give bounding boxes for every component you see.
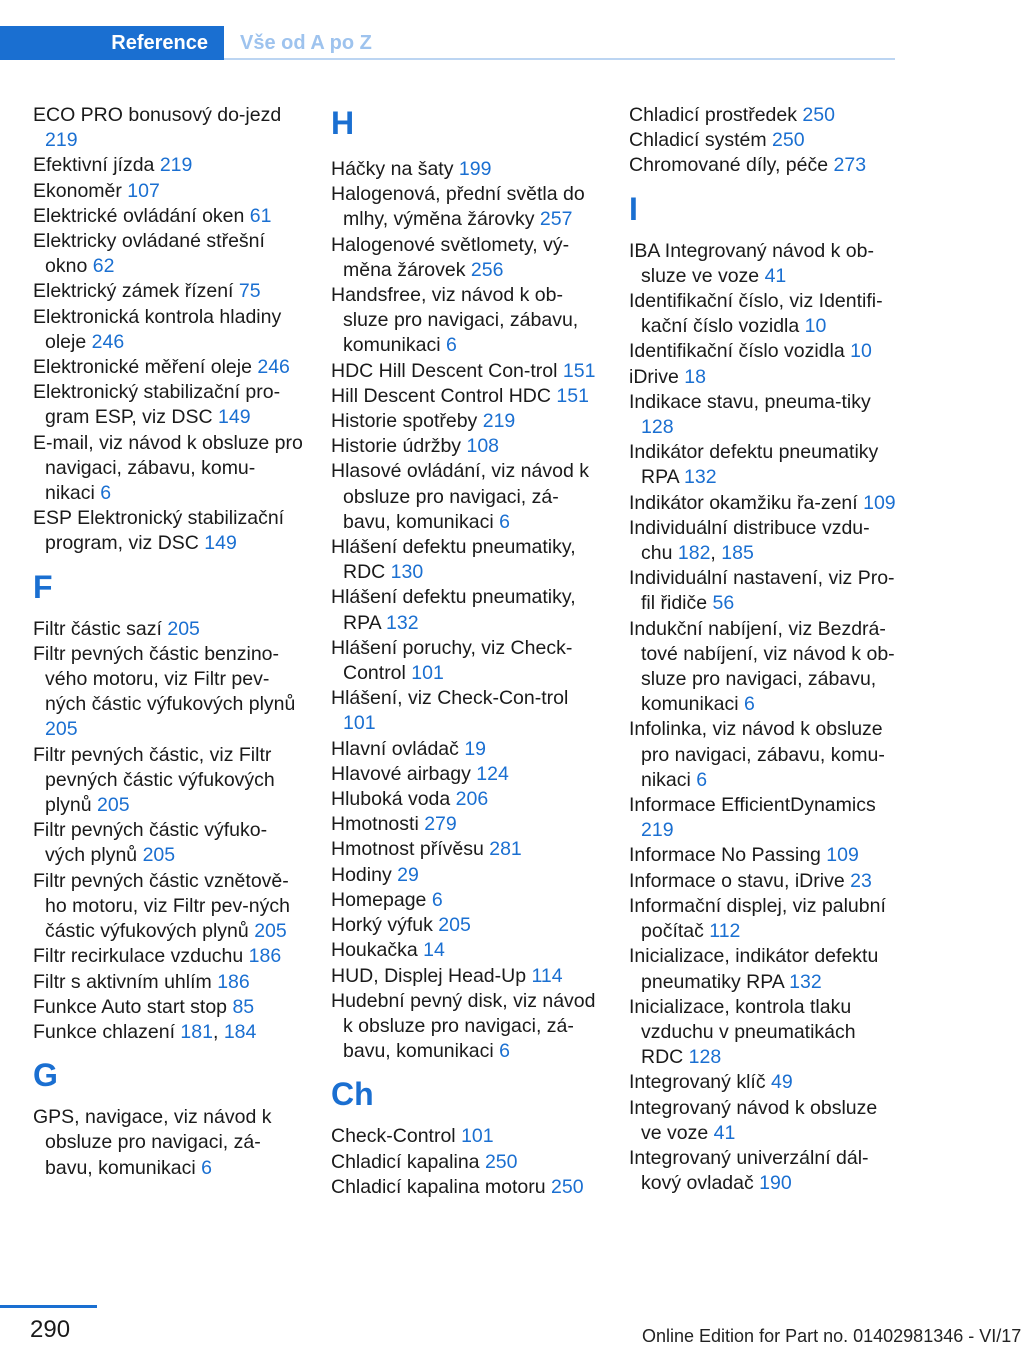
- index-entry-term: Hmotnost přívěsu: [331, 838, 484, 861]
- index-entry: [629, 239, 899, 289]
- page-link[interactable]: 182: [677, 542, 711, 565]
- index-entry: [331, 964, 601, 989]
- index-entry-term: Filtr pevných částic výfuko-vých plynů: [33, 819, 268, 867]
- index-entry-term: Horký výfuk: [331, 914, 433, 937]
- page-link[interactable]: 6: [696, 768, 708, 791]
- page-link[interactable]: 19: [464, 737, 487, 760]
- page-link[interactable]: 219: [482, 410, 516, 433]
- index-entry: [33, 103, 303, 153]
- index-entry-term: Check-Control: [331, 1125, 456, 1148]
- index-entry: [331, 585, 601, 635]
- index-entry-term: HUD, Displej Head-Up: [331, 964, 527, 987]
- page-link[interactable]: 250: [802, 104, 835, 126]
- page-link[interactable]: 219: [641, 819, 674, 842]
- index-entry: [629, 1070, 899, 1095]
- index-entry: [629, 339, 899, 364]
- index-entry: [331, 384, 601, 409]
- index-entry-term: Filtr pevných částic, viz Filtr pevných částic výfukových plynů: [33, 743, 275, 817]
- index-entry: [33, 944, 303, 969]
- index-entry-term: Hlášení defektu pneumatiky, RPA: [331, 586, 576, 634]
- page-link[interactable]: 49: [771, 1071, 793, 1094]
- index-entry-term: Chladicí prostředek: [629, 104, 797, 126]
- page-link[interactable]: 250: [484, 1150, 518, 1173]
- index-entry-term: Identifikační číslo, viz Identifi-kační číslo vozidla: [629, 290, 883, 338]
- index-entry: [33, 279, 303, 304]
- tab-reference[interactable]: Reference: [0, 26, 224, 60]
- page-link[interactable]: 132: [789, 970, 822, 993]
- index-entry-term: Inicializace, indikátor defektu pneumatiky RPA: [629, 945, 879, 993]
- index-entry: [33, 1105, 303, 1181]
- index-entry: [331, 837, 601, 862]
- index-entry: [33, 995, 303, 1020]
- index-entry-term: Hmotnosti: [331, 813, 419, 836]
- page-link[interactable]: 246: [257, 356, 290, 379]
- index-entry-term: HDC Hill Descent Con-trol: [331, 359, 558, 382]
- index-entry: Individuální distribuce vzdu-chu 182, 185: [629, 516, 870, 565]
- index-entry-term: Houkačka: [331, 939, 418, 962]
- index-entry-term: GPS, navigace, viz návod k obsluze pro navigaci, zá-bavu, komunikaci: [33, 1106, 272, 1179]
- page-link[interactable]: 10: [804, 315, 827, 338]
- index-entry-term: Hodiny: [331, 863, 392, 886]
- index-entry-term: Efektivní jízda: [33, 154, 155, 177]
- index-entry-term: Filtr recirkulace vzduchu: [33, 945, 244, 968]
- index-entry: [331, 686, 601, 736]
- index-entry: [629, 717, 899, 793]
- page-link[interactable]: 256: [470, 258, 504, 281]
- page-link[interactable]: 41: [764, 264, 787, 287]
- index-entry: [629, 491, 899, 516]
- index-entry-term: Homepage: [331, 888, 427, 911]
- index-entry-term: Chromované díly, péče: [629, 154, 829, 177]
- index-entry-term: ESP Elektronický stabilizační program, viz DSC: [33, 507, 285, 555]
- index-entry: [331, 535, 601, 585]
- index-entry: [629, 793, 899, 843]
- page-link[interactable]: 219: [159, 154, 193, 177]
- index-entry-term: Filtr s aktivním uhlím: [33, 970, 212, 993]
- page-link[interactable]: 205: [254, 920, 287, 943]
- page-link[interactable]: 205: [97, 794, 130, 817]
- page-link[interactable]: 14: [423, 939, 445, 962]
- index-entry-term: Chladicí kapalina: [331, 1150, 480, 1173]
- page-link[interactable]: 151: [562, 359, 596, 382]
- page-link[interactable]: 185: [721, 542, 754, 565]
- page-link[interactable]: 250: [551, 1175, 584, 1198]
- index-entry: [629, 1096, 899, 1146]
- index-entry: [331, 359, 601, 384]
- index-entry: [331, 434, 601, 459]
- index-entry: [629, 153, 899, 178]
- index-entry-term: Elektronické měření oleje: [33, 356, 252, 379]
- page-link[interactable]: 250: [772, 129, 805, 152]
- page-link[interactable]: 219: [45, 129, 78, 152]
- index-entry: [33, 818, 303, 868]
- index-entry-term: Elektronický stabilizační pro-gram ESP, viz DSC: [33, 381, 281, 429]
- page-link[interactable]: 85: [232, 995, 255, 1018]
- index-entry: [331, 938, 601, 963]
- index-entry-term: Funkce chlazení: [33, 1020, 175, 1043]
- index-entry: [629, 103, 899, 128]
- index-entry: [331, 888, 601, 913]
- page-link[interactable]: 149: [204, 532, 237, 555]
- page-link[interactable]: 109: [863, 491, 896, 514]
- index-entry-term: Ekonoměr: [33, 179, 122, 202]
- index-entry: [629, 390, 899, 440]
- index-entry: [33, 204, 303, 229]
- index-entry-term: Hlavní ovládač: [331, 737, 459, 760]
- index-entry-term: Funkce Auto start stop: [33, 995, 228, 1018]
- index-entry-term: Indikátor defektu pneumatiky RPA: [629, 441, 879, 489]
- page-link[interactable]: 6: [201, 1156, 212, 1179]
- page-link[interactable]: 149: [218, 406, 251, 429]
- index-entry: [629, 289, 899, 339]
- page-link[interactable]: 181: [180, 1020, 213, 1043]
- index-letter-heading: Ch: [331, 1076, 374, 1113]
- index-entry: [629, 365, 899, 390]
- page-link[interactable]: 41: [713, 1121, 736, 1144]
- page-link[interactable]: 6: [743, 693, 755, 716]
- index-entry-term: Infolinka, viz návod k obsluze pro navigaci, zábavu, komu-nikaci: [629, 718, 885, 791]
- index-entry: Funkce chlazení 181, 184: [33, 1020, 257, 1043]
- page-link[interactable]: 114: [531, 964, 563, 987]
- page-link[interactable]: 101: [411, 662, 444, 685]
- page-link[interactable]: 246: [91, 330, 125, 353]
- index-entry: [33, 355, 303, 380]
- index-entry-term: Historie spotřeby: [331, 410, 478, 433]
- index-entry: [331, 762, 601, 787]
- index-entry-term: Elektronická kontrola hladiny oleje: [33, 305, 282, 353]
- index-entry-term: Filtr pevných částic vznětově-ho motoru, viz Filtr pev-ných částic výfukových plynů: [33, 869, 290, 943]
- page-link[interactable]: 124: [476, 762, 509, 785]
- index-entry-term: Historie údržby: [331, 435, 462, 458]
- index-entry-term: Hlášení, viz Check-Con-trol: [331, 687, 569, 710]
- page-link[interactable]: 184: [223, 1020, 257, 1043]
- index-entry-term: Individuální nastavení, viz Pro-fil řidiče: [629, 567, 895, 615]
- index-entry-term: Háčky na šaty: [331, 158, 454, 180]
- index-entry: [33, 869, 303, 945]
- page-link[interactable]: 257: [539, 208, 573, 231]
- index-column-2: [331, 103, 601, 1200]
- index-entry: [331, 1124, 601, 1149]
- index-entry-term: IBA Integrovaný návod k ob-sluze ve voze: [629, 239, 874, 287]
- index-entry-term: Hlášení poruchy, viz Check-Control: [331, 636, 573, 685]
- index-entry-term: Informace o stavu, iDrive: [629, 869, 845, 892]
- index-entry: [33, 431, 303, 507]
- index-entry-term: Hlasové ovládání, viz návod k obsluze pro navigaci, zá-bavu, komunikaci: [331, 460, 589, 533]
- index-entry-term: Informace EfficientDynamics: [629, 794, 876, 817]
- page-link[interactable]: 61: [249, 204, 272, 227]
- page-link[interactable]: 205: [167, 617, 200, 640]
- index-entry-term: Elektrické ovládání oken: [33, 204, 245, 227]
- page-link[interactable]: 128: [641, 416, 674, 439]
- index-entry-term: Halogenová, přední světla do mlhy, výměna žárovky: [331, 183, 585, 231]
- index-entry: [331, 787, 601, 812]
- page-link[interactable]: 205: [142, 844, 176, 867]
- page-link[interactable]: 101: [461, 1125, 494, 1148]
- page-link[interactable]: 186: [248, 945, 282, 968]
- tab-index-a-z[interactable]: Vše od A po Z: [240, 32, 372, 54]
- index-entry-term: Informační displej, viz palubní počítač: [629, 894, 886, 943]
- index-entry-term: Filtr pevných částic benzino-vého motoru, viz Filtr pev-ných částic výfukových plynů: [33, 642, 296, 716]
- page-number: 290: [30, 1316, 71, 1343]
- index-entry: [331, 863, 601, 888]
- page-link[interactable]: 273: [833, 154, 867, 177]
- page-link[interactable]: 18: [684, 365, 706, 388]
- index-entry: [33, 617, 303, 642]
- index-entry: [629, 894, 899, 944]
- page-link[interactable]: 108: [466, 435, 500, 458]
- index-entry: [629, 843, 899, 868]
- page-link[interactable]: 6: [499, 510, 510, 533]
- index-entry-term: Chladicí systém: [629, 129, 767, 152]
- index-entry-term: Chladicí kapalina motoru: [331, 1175, 546, 1198]
- page-link[interactable]: 279: [424, 813, 457, 836]
- page-link[interactable]: 10: [850, 340, 872, 363]
- index-entry: [629, 566, 899, 616]
- page-link[interactable]: 112: [709, 920, 741, 943]
- page-link[interactable]: 132: [684, 466, 717, 489]
- index-entry-term: Filtr částic sazí: [33, 617, 162, 640]
- page-link[interactable]: 6: [499, 1040, 510, 1063]
- index-entry: [331, 989, 601, 1065]
- index-entry-term: Inicializace, kontrola tlaku vzduchu v pneumatikách RDC: [629, 995, 856, 1069]
- page-link[interactable]: 29: [397, 863, 419, 886]
- index-entry-term: Hill Descent Control HDC: [331, 384, 551, 407]
- page-link[interactable]: 56: [712, 592, 735, 615]
- index-entry: [629, 128, 899, 153]
- page-link[interactable]: 75: [238, 280, 261, 303]
- index-entry: [331, 812, 601, 837]
- index-entry-term: Elektricky ovládané střešní okno: [33, 230, 265, 278]
- index-entry-term: Halogenové světlomety, vý-měna žárovek: [331, 233, 570, 281]
- index-entry: [33, 506, 303, 556]
- page-link[interactable]: 130: [390, 561, 424, 584]
- index-entry-term: Indukční nabíjení, viz Bezdrá-tové nabíjení, viz návod k ob-sluze pro navigaci, zábavu, komunikaci: [629, 617, 895, 716]
- index-entry-term: Hluboká voda: [331, 788, 451, 811]
- index-entry-term: Indikátor okamžiku řa-zení: [629, 491, 858, 514]
- index-entry-term: Integrovaný univerzální dál-kový ovladač: [629, 1146, 869, 1195]
- edition-note: Online Edition for Part no. 01402981346 - VI/17: [642, 1326, 1021, 1346]
- index-letter-heading: G: [33, 1057, 58, 1094]
- index-entry-term: Hlášení defektu pneumatiky, RDC: [331, 536, 576, 584]
- page-link[interactable]: 128: [688, 1046, 722, 1069]
- index-letter-heading: F: [33, 568, 53, 605]
- index-entry: [33, 642, 303, 743]
- index-entry-term: Individuální distribuce vzdu-chu: [629, 516, 870, 565]
- index-entry: [33, 229, 303, 279]
- index-entry-term: Identifikační číslo vozidla: [629, 340, 845, 363]
- page-link[interactable]: 206: [455, 788, 489, 811]
- index-column-1: [33, 103, 303, 1181]
- index-entry-term: Indikace stavu, pneuma-tiky: [629, 390, 871, 413]
- index-entry: [33, 970, 303, 995]
- page-link[interactable]: 23: [850, 869, 872, 892]
- index-entry: [33, 380, 303, 430]
- index-letter-heading: H: [331, 105, 355, 141]
- page-link[interactable]: 205: [45, 718, 78, 741]
- page-link[interactable]: 205: [438, 914, 471, 937]
- page-link[interactable]: 101: [343, 712, 376, 735]
- index-entry: [33, 179, 303, 204]
- page-link[interactable]: 62: [92, 255, 115, 278]
- index-entry: [629, 617, 899, 718]
- page-link[interactable]: 190: [759, 1172, 792, 1195]
- page-link[interactable]: 6: [445, 334, 457, 357]
- index-entry: [331, 157, 601, 182]
- index-entry: [331, 283, 601, 359]
- page-link[interactable]: 281: [489, 838, 522, 861]
- index-entry-term: Informace No Passing: [629, 844, 821, 867]
- index-column-3: [629, 103, 899, 1196]
- index-entry-term: Hlavové airbagy: [331, 762, 471, 785]
- index-entry-term: ECO PRO bonusový do-jezd: [33, 104, 282, 126]
- index-entry: [331, 459, 601, 535]
- page-link[interactable]: 132: [386, 611, 419, 634]
- index-entry: [331, 233, 601, 283]
- index-entry-term: iDrive: [629, 365, 679, 388]
- page-link[interactable]: 6: [431, 888, 443, 911]
- index-entry: [331, 182, 601, 232]
- index-entry-term: Elektrický zámek řízení: [33, 280, 234, 303]
- index-entry: [629, 869, 899, 894]
- index-entry: [331, 913, 601, 938]
- index-entry-term: Integrovaný návod k obsluze ve voze: [629, 1096, 878, 1144]
- index-entry: [331, 409, 601, 434]
- index-entry: [331, 636, 601, 686]
- index-entry: [331, 1175, 601, 1200]
- index-entry-term: Integrovaný klíč: [629, 1071, 766, 1094]
- page-link[interactable]: 107: [127, 179, 160, 202]
- index-entry: [33, 305, 303, 355]
- index-entry-term: E-mail, viz návod k obsluze pro navigaci, zábavu, komu-nikaci: [33, 431, 303, 505]
- page-link[interactable]: 199: [458, 158, 492, 180]
- index-entry: [33, 153, 303, 178]
- index-entry-term: Handsfree, viz návod k ob-sluze pro navigaci, zábavu, komunikaci: [331, 284, 579, 357]
- index-entry-term: Hudební pevný disk, viz návod k obsluze pro navigaci, zá-bavu, komunikaci: [331, 989, 596, 1063]
- index-entry: [629, 944, 899, 994]
- header-divider: [224, 58, 895, 60]
- index-letter-heading: I: [629, 190, 638, 227]
- page-link[interactable]: 186: [217, 970, 250, 993]
- page-link[interactable]: 151: [556, 384, 589, 407]
- page-link[interactable]: 109: [826, 844, 859, 867]
- index-entry: [331, 1150, 601, 1175]
- footer-accent-line: [0, 1305, 97, 1308]
- header-tabs: [0, 26, 895, 62]
- index-entry: [629, 440, 899, 490]
- index-entry: [33, 743, 303, 819]
- page-link[interactable]: 6: [100, 482, 112, 505]
- index-entry: [331, 737, 601, 762]
- index-entry: [629, 995, 899, 1071]
- index-entry: [629, 1146, 899, 1196]
